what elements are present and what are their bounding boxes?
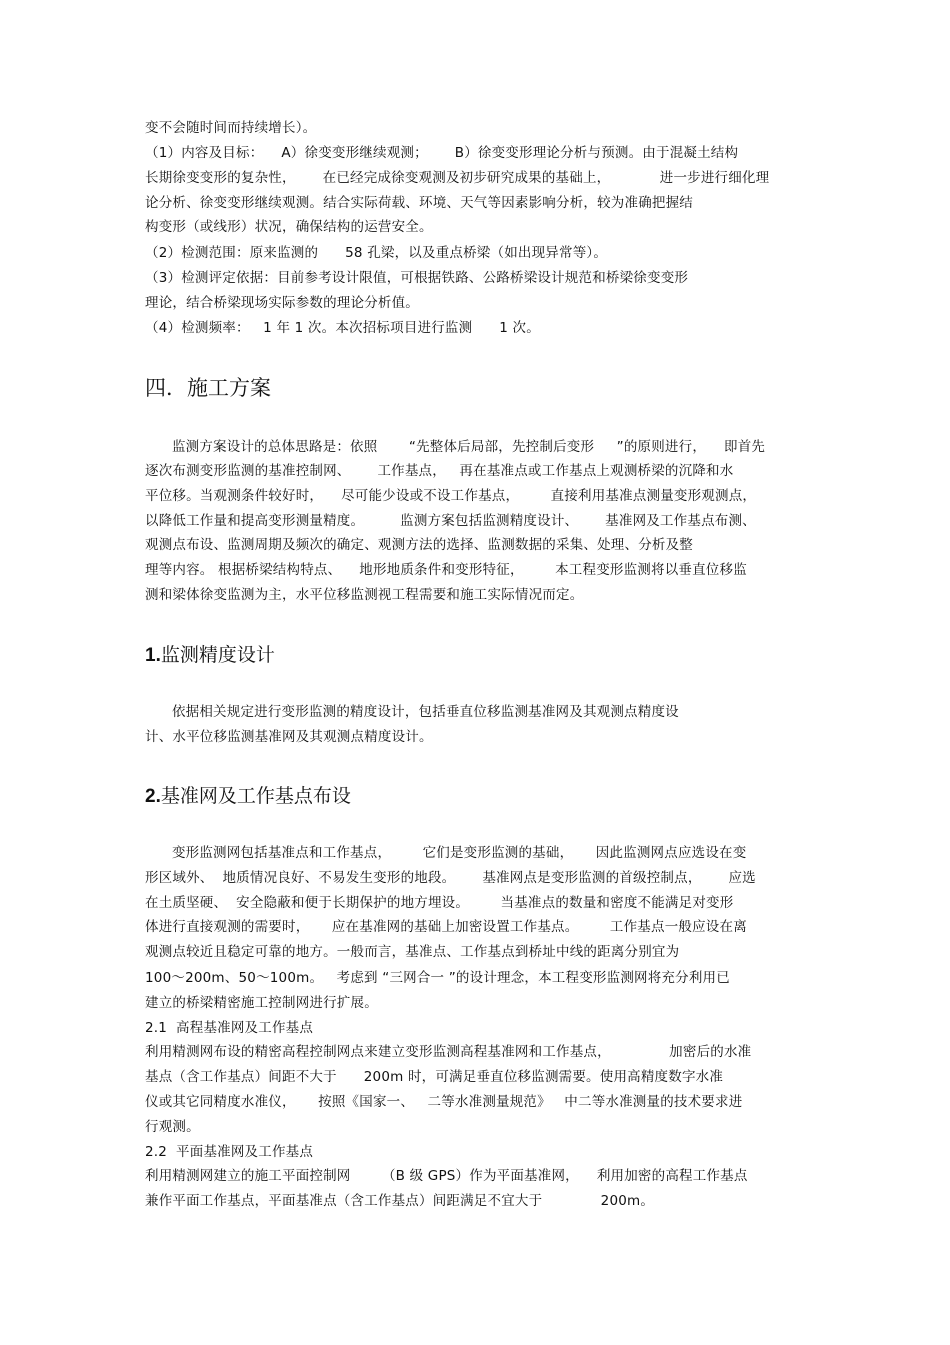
- paragraph-line: 建立的桥梁精密施工控制网进行扩展。: [145, 995, 378, 1011]
- paragraph-line: 监测方案设计的总体思路是：依照 “先整体后局部，先控制后变形 ”的原则进行， 即首先: [145, 439, 766, 455]
- paragraph-line: 变形监测网包括基准点和工作基点， 它们是变形监测的基础， 因此监测网点应选设在变: [145, 845, 747, 861]
- paragraph-line: 观测点较近且稳定可靠的地方。一般而言，基准点、工作基点到桥址中线的距离分别宜为: [145, 944, 680, 960]
- paragraph-line: 以降低工作量和提高变形测量精度。 监测方案包括监测精度设计、 基准网及工作基点布测、: [145, 513, 756, 529]
- paragraph-line: 体进行直接观测的需要时， 应在基准网的基础上加密设置工作基点。 工作基点一般应设在离: [145, 919, 747, 935]
- paragraph-line: 构变形（或线形）状况，确保结构的运营安全。: [145, 219, 433, 235]
- paragraph-line: 论分析、徐变变形继续观测。结合实际荷载、环境、天气等因素影响分析，较为准确把握结: [145, 195, 693, 211]
- paragraph-line: 理论，结合桥梁现场实际参数的理论分析值。: [145, 295, 419, 311]
- paragraph-line: （1）内容及目标： A）徐变变形继续观测； B）徐变变形理论分析与预测。由于混凝土结构: [145, 145, 739, 161]
- paragraph-line: 长期徐变变形的复杂性， 在已经完成徐变观测及初步研究成果的基础上， 进一步进行细化理: [145, 170, 770, 186]
- paragraph-line: 形区域外、 地质情况良好、不易发生变形的地段。 基准网点是变形监测的首级控制点， 应选: [145, 870, 756, 886]
- paragraph-line: 基点（含工作基点）间距不大于 200m 时，可满足垂直位移监测需要。使用高精度数字水准: [145, 1069, 724, 1085]
- paragraph-line: 依据相关规定进行变形监测的精度设计，包括垂直位移监测基准网及其观测点精度设: [145, 704, 679, 720]
- paragraph-line: 平位移。当观测条件较好时， 尽可能少设或不设工作基点， 直接利用基准点测量变形观测点，: [145, 488, 757, 504]
- subsection-heading: [145, 784, 351, 809]
- paragraph-line: 测和梁体徐变监测为主，水平位移监测视工程需要和施工实际情况而定。: [145, 587, 584, 603]
- heading-text: 监测精度设计: [160, 644, 275, 666]
- paragraph-line: 计、水平位移监测基准网及其观测点精度设计。: [145, 729, 433, 745]
- paragraph-line: 兼作平面工作基点，平面基准点（含工作基点）间距满足不宜大于 200m。: [145, 1193, 655, 1209]
- paragraph-line: 仪或其它同精度水准仪， 按照《国家一、 二等水准测量规范》 中二等水准测量的技术要求进: [145, 1094, 743, 1110]
- heading-number: 1.: [145, 645, 161, 666]
- section-heading: 四．施工方案: [145, 376, 271, 400]
- paragraph-line: 利用精测网建立的施工平面控制网 （B 级 GPS）作为平面基准网， 利用加密的高程工作基点: [145, 1168, 748, 1184]
- sub-heading: 2.1 高程基准网及工作基点: [145, 1020, 314, 1036]
- paragraph-line: （3）检测评定依据：目前参考设计限值，可根据铁路、公路桥梁设计规范和桥梁徐变变形: [145, 270, 689, 286]
- heading-number: 2.: [145, 786, 161, 807]
- paragraph-line: 100～200m、50～100m。 考虑到 “三网合一 ”的设计理念，本工程变形监测网将充分利用已: [145, 970, 730, 986]
- subsection-heading: [145, 643, 275, 668]
- paragraph-line: 在土质坚硬、 安全隐蔽和便于长期保护的地方埋设。 当基准点的数量和密度不能满足对变形: [145, 895, 734, 911]
- paragraph-line: 理等内容。 根据桥梁结构特点、 地形地质条件和变形特征， 本工程变形监测将以垂直位移监: [145, 562, 747, 578]
- sub-heading: 2.2 平面基准网及工作基点: [145, 1144, 314, 1160]
- heading-text: 基准网及工作基点布设: [160, 785, 351, 807]
- paragraph-line: 观测点布设、监测周期及频次的确定、观测方法的选择、监测数据的采集、处理、分析及整: [145, 537, 693, 553]
- paragraph-line: 逐次布测变形监测的基准控制网、 工作基点， 再在基准点或工作基点上观测桥梁的沉降和水: [145, 463, 734, 479]
- paragraph-line: （2）检测范围：原来监测的 58 孔梁，以及重点桥梁（如出现异常等）。: [145, 245, 608, 261]
- paragraph-line: 行观测。: [145, 1119, 200, 1135]
- paragraph-line: 变不会随时间而持续增长）。: [145, 120, 317, 136]
- paragraph-line: （4）检测频率： 1 年 1 次。本次招标项目进行监测 1 次。: [145, 320, 540, 336]
- paragraph-line: 利用精测网布设的精密高程控制网点来建立变形监测高程基准网和工作基点， 加密后的水准: [145, 1044, 752, 1060]
